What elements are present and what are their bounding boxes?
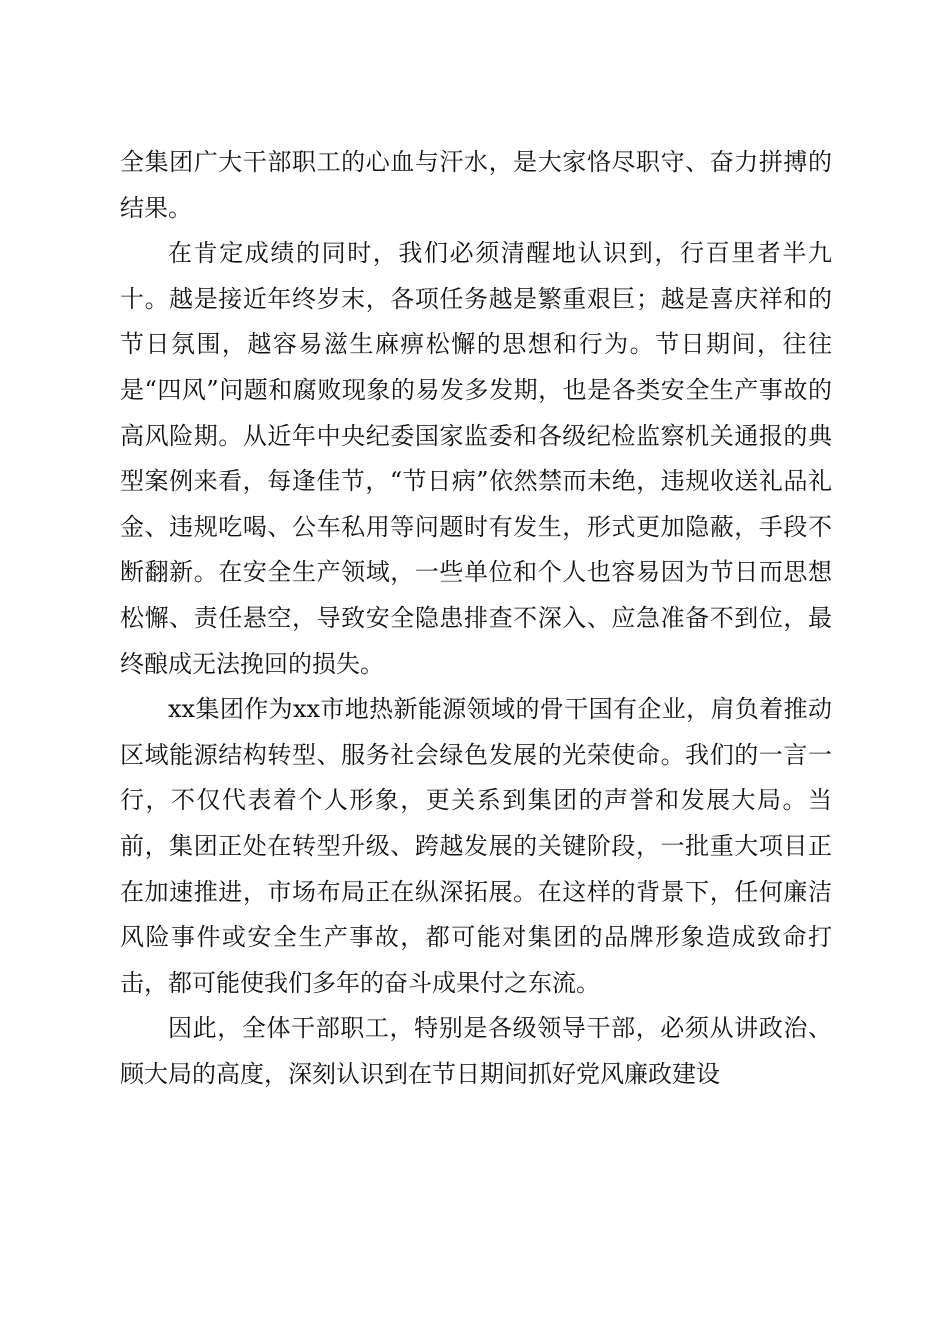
paragraph: 在肯定成绩的同时，我们必须清醒地认识到，行百里者半九十。越是接近年终岁末，各项任务越是繁重艰巨；越是喜庆祥和的节日氛围，越容易滋生麻痹松懈的思想和行为。节日期间，往往是“四风”问题和腐败现象的易发多发期，也是各类安全生产事故的高风险期。从近年中央纪委国家监委和各级纪检监察机关通报的典型案例来看，每逢佳节，“节日病”依然禁而未绝，违规收送礼品礼金、违规吃喝、公车私用等问题时有发生，形式更加隐蔽，手段不断翻新。在安全生产领域，一些单位和个人也容易因为节日而思想松懈、责任悬空，导致安全隐患排查不深入、应急准备不到位，最终酿成无法挽回的损失。 (120, 239, 832, 678)
paragraph-continuation: 全集团广大干部职工的心血与汗水，是大家恪尽职守、奋力拼搏的结果。 (120, 148, 832, 222)
paragraph: 因此，全体干部职工，特别是各级领导干部，必须从讲政治、顾大局的高度，深刻认识到在节日期间抓好党风廉政建设 (120, 1014, 832, 1088)
document-body (120, 140, 832, 1097)
paragraph: xx集团作为xx市地热新能源领域的骨干国有企业，肩负着推动区域能源结构转型、服务社会绿色发展的光荣使命。我们的一言一行，不仅代表着个人形象，更关系到集团的声誉和发展大局。当前，集团正处在转型升级、跨越发展的关键阶段，一批重大项目正在加速推进，市场布局正在纵深拓展。在这样的背景下，任何廉洁风险事件或安全生产事故，都可能对集团的品牌形象造成致命打击，都可能使我们多年的奋斗成果付之东流。 (120, 695, 832, 997)
